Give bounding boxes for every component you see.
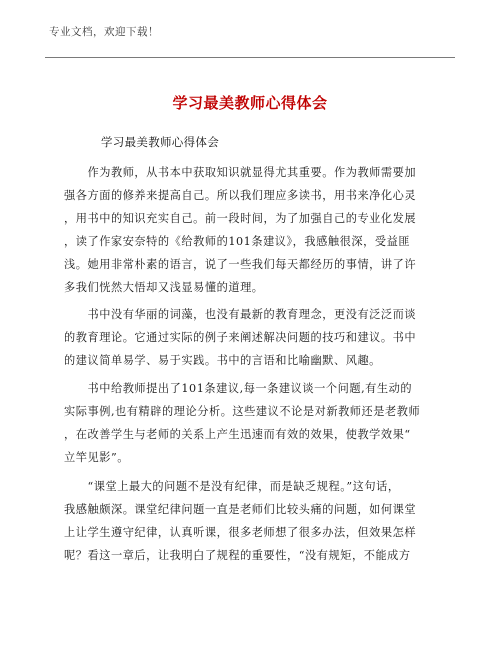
body-line: 书中给教师提出了101条建议,每一条建议谈一个问题,有生动的 [64, 382, 413, 395]
body-line: 呢？看这一章后，让我明白了规程的重要性，“没有规矩，不能成方 [64, 549, 411, 562]
body-line: 上让学生遵守纪律，认真听课，很多老师想了很多办法，但效果怎样 [64, 526, 417, 539]
body-line: 的建议简单易学、易于实践。书中的言语和比喻幽默、风趣。 [64, 354, 381, 367]
body-line: 强各方面的修养来提高自己。所以我们理应多读书，用书来净化心灵 [64, 189, 417, 202]
body-line: 书中没有华丽的词藻，也没有最新的教育理念，更没有泛泛而谈 [64, 308, 417, 321]
header-divider [45, 57, 455, 58]
header-note: 专业文档，欢迎下载！ [49, 26, 159, 38]
body-line: “课堂上最大的问题不是没有纪律，而是缺乏规程。”这句话， [64, 480, 400, 493]
body-line: 多我们恍然大悟却又浅显易懂的道理。 [64, 281, 264, 294]
body-line: ，在改善学生与老师的关系上产生迅速而有效的效果，使教学效果“ [64, 428, 411, 441]
body-line: ，用书中的知识充实自己。前一段时间，为了加强自己的专业化发展 [64, 212, 417, 225]
body-line: 的教育理论。它通过实际的例子来阐述解决问题的技巧和建议。书中 [64, 331, 417, 344]
body-line: 立竿见影”。 [64, 451, 129, 464]
body-line: 实际事例,也有精辟的理论分析。这些建议不论是对新教师还是老教师 [64, 405, 421, 418]
document-subtitle: 学习最美教师心得体会 [101, 135, 219, 149]
body-line: 我感触颇深。课堂纪律问题一直是老师们比较头痛的问题，如何课堂 [64, 503, 417, 516]
body-line: ，读了作家安奈特的《给教师的101条建议》，我感触很深，受益匪 [64, 235, 411, 248]
body-line: 浅。她用非常朴素的语言，说了一些我们每天都经历的事情，讲了许 [64, 258, 417, 271]
body-line: 作为教师，从书本中获取知识就显得尤其重要。作为教师需要加 [64, 166, 417, 179]
document-title: 学习最美教师心得体会 [172, 94, 328, 112]
